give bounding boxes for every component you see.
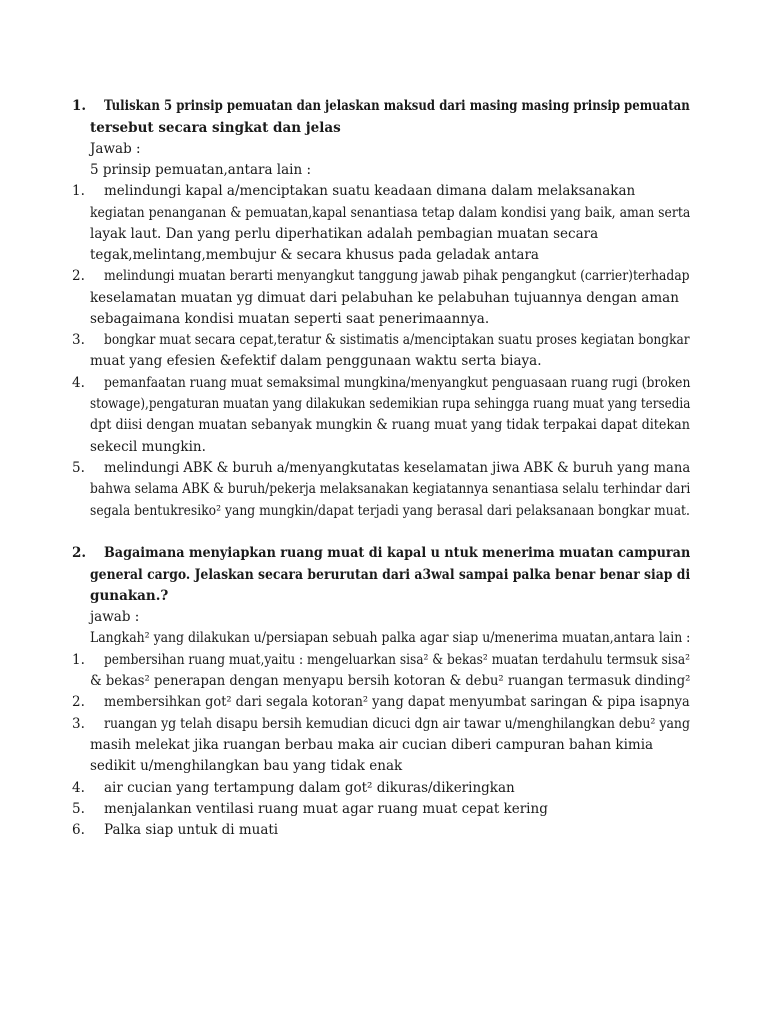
q1-item-5-line-3: segala bentukresiko² yang mungkin/dapat terjadi yang berasal dari pelaksanaan bongkar muat.	[90, 503, 690, 519]
question-1-jawab: Jawab :	[90, 141, 141, 157]
question-2-jawab: jawab :	[90, 609, 140, 625]
q1-item-5-number: 5.	[72, 460, 85, 476]
question-1-intro: 5 prinsip pemuatan,antara lain :	[90, 162, 312, 178]
q1-item-1-line-1: melindungi kapal a/menciptakan suatu keadaan dimana dalam melaksanakan	[104, 183, 636, 199]
q1-item-2-number: 2.	[72, 268, 85, 284]
q1-item-3-line-2: muat yang efesien &efektif dalam penggunaan waktu serta biaya.	[90, 353, 542, 369]
question-2-title-line-2: general cargo. Jelaskan secara berurutan dari a3wal sampai palka benar benar siap di	[90, 567, 691, 583]
q2-item-3-line-2: masih melekat jika ruangan berbau maka air cucian diberi campuran bahan kimia	[90, 737, 654, 753]
q1-item-1-line-4: tegak,melintang,membujur & secara khusus pada geladak antara	[90, 247, 539, 263]
q1-item-4-line-3: dpt diisi dengan muatan sebanyak mungkin & ruang muat yang tidak terpakai dapat ditekan	[90, 417, 690, 433]
q2-item-4-number: 4.	[72, 780, 85, 796]
q2-item-5-line-1: menjalankan ventilasi ruang muat agar ruang muat cepat kering	[104, 801, 548, 817]
q2-item-6-line-1: Palka siap untuk di muati	[104, 822, 279, 838]
q1-item-1-line-3: layak laut. Dan yang perlu diperhatikan adalah pembagian muatan secara	[90, 226, 599, 242]
q1-item-4-line-2: stowage),pengaturan muatan yang dilakukan sedemikian rupa sehingga ruang muat yang tersedia	[90, 396, 691, 412]
q2-item-2-number: 2.	[72, 694, 85, 710]
q2-item-1-line-1: pembersihan ruang muat,yaitu : mengeluarkan sisa² & bekas² muatan terdahulu termsuk sisa²	[104, 652, 691, 668]
q1-item-4-line-4: sekecil mungkin.	[90, 439, 206, 455]
q2-item-2-line-1: membersihkan got² dari segala kotoran² yang dapat menyumbat saringan & pipa isapnya	[104, 694, 690, 710]
q1-item-3-line-1: bongkar muat secara cepat,teratur & sistimatis a/menciptakan suatu proses kegiatan bongkar	[104, 332, 690, 348]
q1-item-4-line-1: pemanfaatan ruang muat semaksimal mungkina/menyangkut penguasaan ruang rugi (broken	[104, 375, 691, 391]
q2-item-3-number: 3.	[72, 716, 85, 732]
q2-item-1-line-2: & bekas² penerapan dengan menyapu bersih kotoran & debu² ruangan termasuk dinding²	[90, 673, 691, 689]
q1-item-5-line-2: bahwa selama ABK & buruh/pekerja melaksanakan kegiatannya senantiasa selalu terhindar dari	[90, 481, 691, 497]
q2-item-1-number: 1.	[72, 652, 85, 668]
question-2-intro: Langkah² yang dilakukan u/persiapan sebuah palka agar siap u/menerima muatan,antara lain :	[90, 630, 691, 646]
q1-item-1-line-2: kegiatan penanganan & pemuatan,kapal senantiasa tetap dalam kondisi yang baik, aman serta	[90, 205, 691, 221]
q2-item-5-number: 5.	[72, 801, 85, 817]
question-2-title-line-1: Bagaimana menyiapkan ruang muat di kapal u ntuk menerima muatan campuran	[104, 545, 691, 561]
q1-item-2-line-1: melindungi muatan berarti menyangkut tanggung jawab pihak pengangkut (carrier)terhadap	[104, 268, 690, 284]
q1-item-2-line-3: sebagaimana kondisi muatan seperti saat penerimaannya.	[90, 311, 490, 327]
question-1-number: 1.	[72, 98, 87, 114]
q1-item-2-line-2: keselamatan muatan yg dimuat dari pelabuhan ke pelabuhan tujuannya dengan aman	[90, 290, 679, 306]
q2-item-3-line-3: sedikit u/menghilangkan bau yang tidak enak	[90, 758, 403, 774]
q1-item-4-number: 4.	[72, 375, 85, 391]
q2-item-6-number: 6.	[72, 822, 85, 838]
q2-item-4-line-1: air cucian yang tertampung dalam got² dikuras/dikeringkan	[104, 780, 515, 796]
q2-item-3-line-1: ruangan yg telah disapu bersih kemudian dicuci dgn air tawar u/menghilangkan debu² yang	[104, 716, 691, 732]
question-2-title-line-3: gunakan.?	[90, 588, 169, 604]
q1-item-1-number: 1.	[72, 183, 85, 199]
question-2-number: 2.	[72, 545, 87, 561]
q1-item-5-line-1: melindungi ABK & buruh a/menyangkutatas keselamatan jiwa ABK & buruh yang mana	[104, 460, 691, 476]
question-1-title-line-1: Tuliskan 5 prinsip pemuatan dan jelaskan maksud dari masing masing prinsip pemuatan	[104, 98, 690, 114]
question-1-title-line-2: tersebut secara singkat dan jelas	[90, 120, 341, 136]
q1-item-3-number: 3.	[72, 332, 85, 348]
